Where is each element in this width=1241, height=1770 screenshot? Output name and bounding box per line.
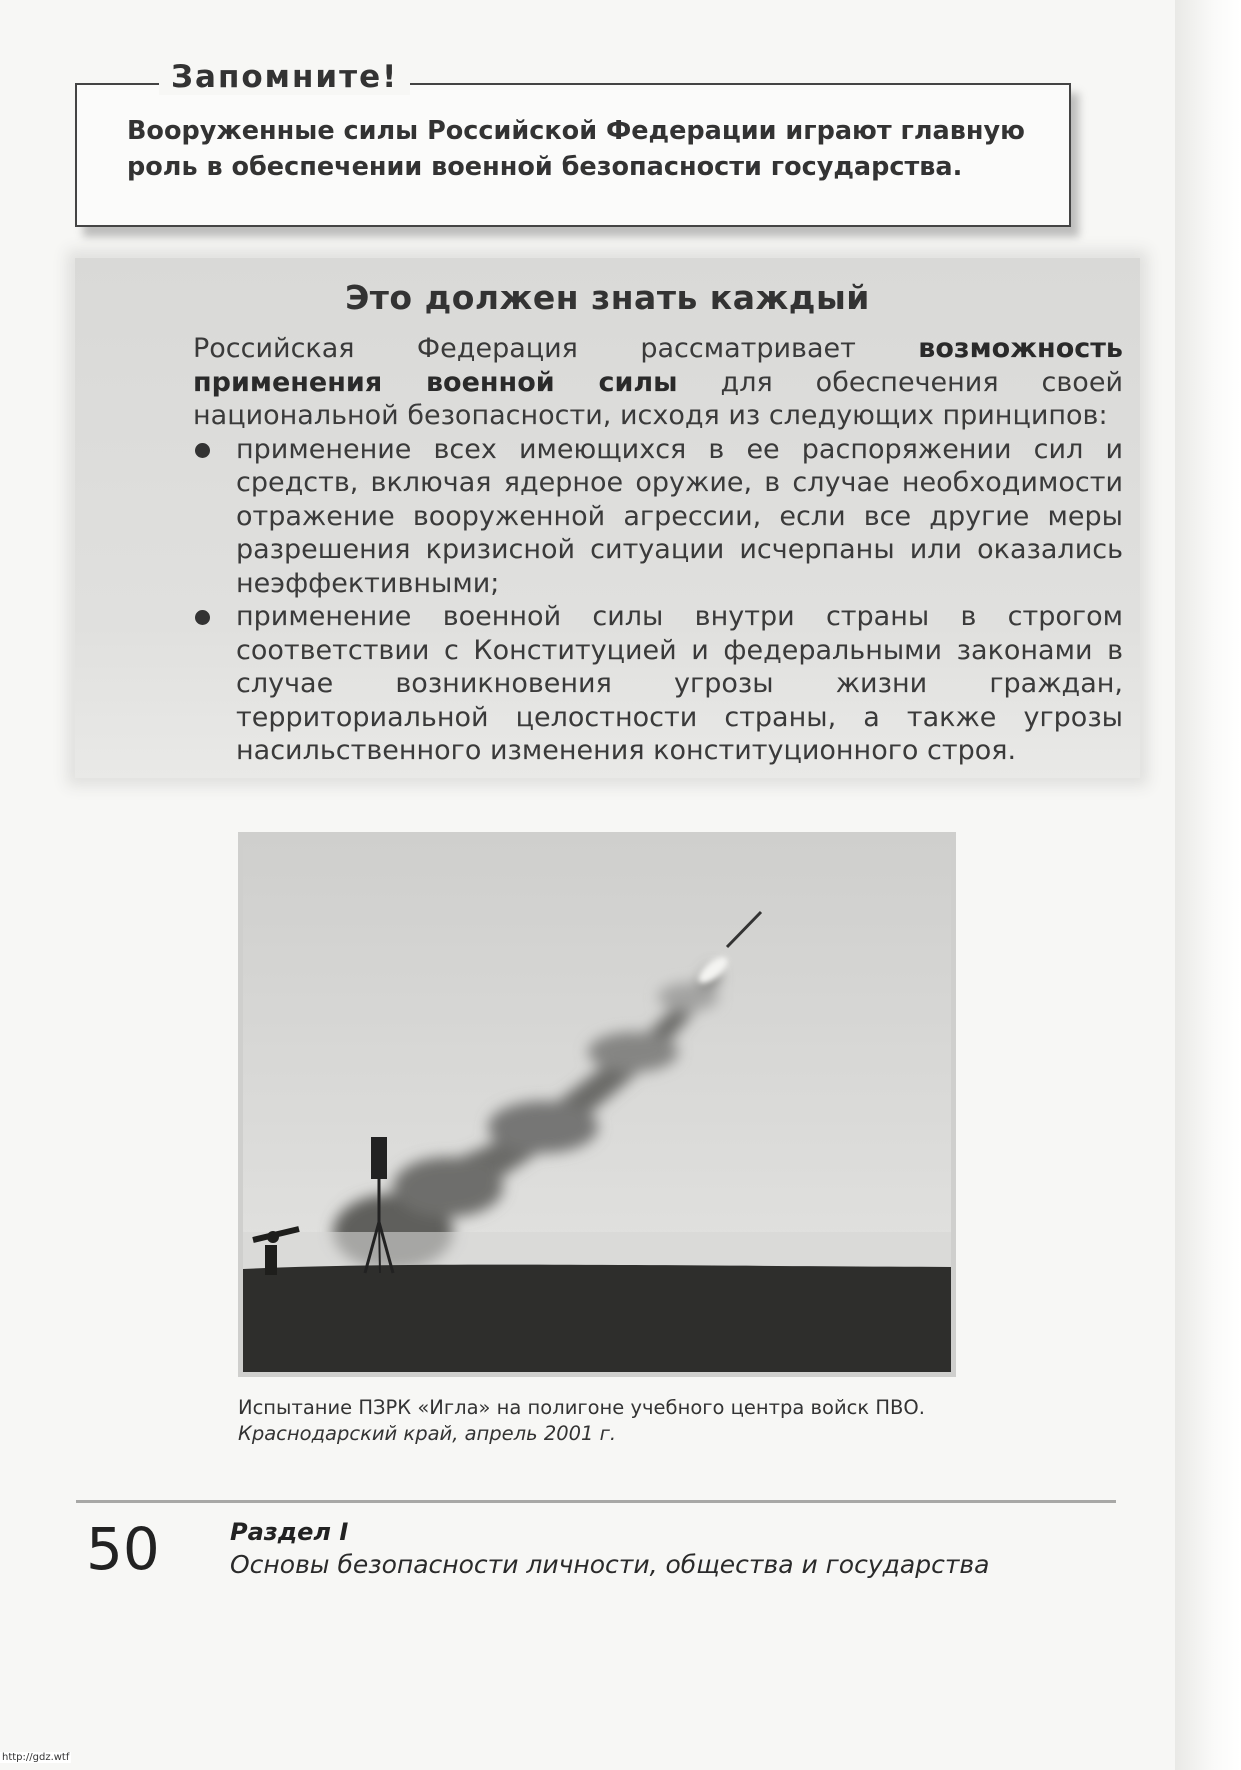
watermark-link[interactable]: http://gdz.wtf — [2, 1752, 70, 1763]
list-item — [193, 600, 1123, 768]
list-item-text: применение всех имеющихся в ее распоряжении сил и средств, включая ядерное оружие, в случае необходимости отражение вооруженной агрессии, если все другие меры разрешения кризисной ситуации исчерпаны или оказались неэффективными; — [236, 433, 1123, 599]
ground — [243, 1265, 951, 1372]
list-item — [193, 433, 1123, 601]
intro-bold-text: возможность применения военной силы — [193, 333, 1123, 398]
must-know-panel — [75, 258, 1140, 778]
intro-text-continued: для обеспечения своей национальной безопасности, исходя из следующих принципов: — [193, 366, 1123, 431]
remember-text: Вооруженные силы Российской Федерации играют главную роль в обеспечении военной безопасности государства. — [127, 116, 1025, 182]
missile-launch-photo — [238, 832, 956, 1377]
remember-box — [75, 59, 1071, 227]
principles-list — [193, 433, 1123, 768]
must-know-intro — [193, 332, 1123, 433]
bullet-icon — [195, 443, 210, 458]
page-number: 50 — [86, 1515, 160, 1583]
footer-divider — [76, 1500, 1116, 1503]
section-title: Основы безопасности личности, общества и государства — [230, 1550, 990, 1579]
list-item-text: применение военной силы внутри страны в строгом соответствии с Конституцией и федеральными законами в случае возникновения угрозы жизни граждан, территориальной целостности страны, а также угрозы насильственного изменения конституционного строя. — [236, 601, 1123, 766]
page-gutter — [1175, 0, 1241, 1770]
remember-title: Запомните! — [159, 59, 410, 95]
caption-location: Краснодарский край, апрель 2001 г. — [238, 1422, 617, 1445]
section-label: Раздел I — [230, 1518, 349, 1546]
photo-caption — [238, 1395, 968, 1447]
must-know-title: Это должен знать каждый — [345, 278, 870, 317]
caption-text: Испытание ПЗРК «Игла» на полигоне учебного центра войск ПВО. — [238, 1396, 925, 1419]
intro-text: Российская Федерация рассматривает — [193, 333, 919, 364]
photo-image — [243, 837, 951, 1372]
must-know-body — [193, 332, 1123, 768]
bullet-icon — [195, 610, 210, 625]
